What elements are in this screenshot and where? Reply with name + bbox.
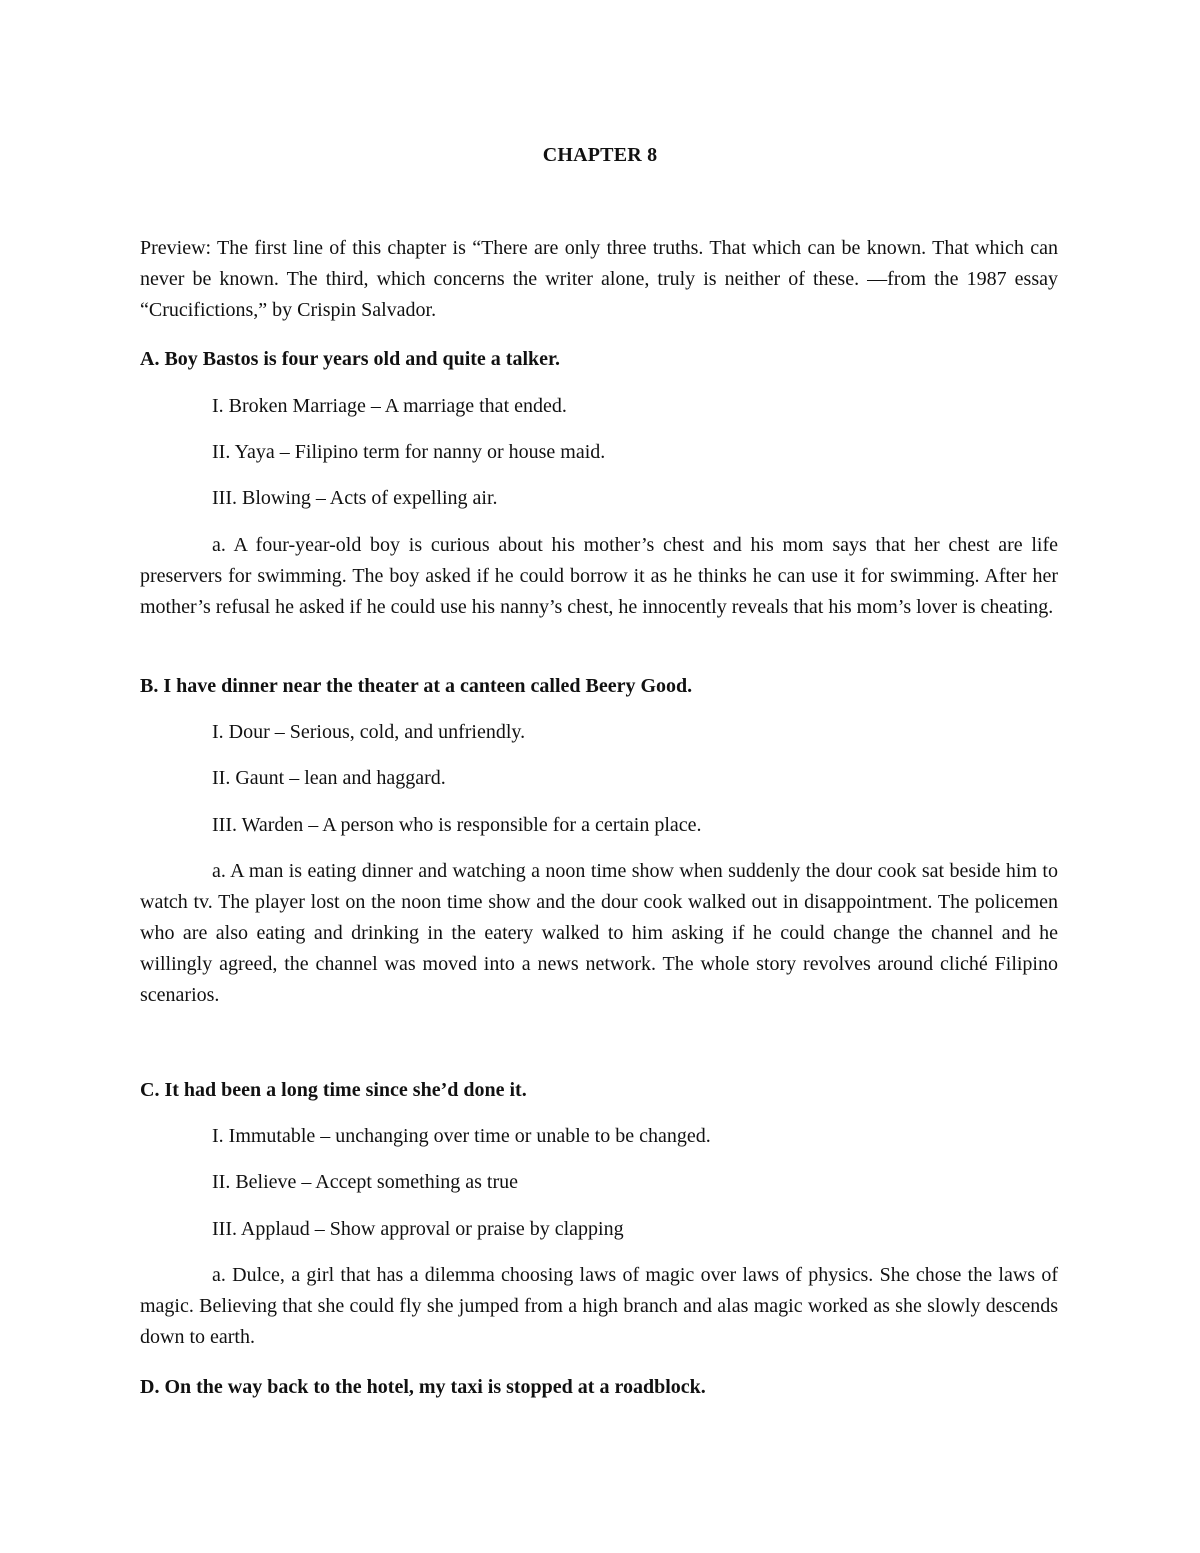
section-b-term-3: III. Warden – A person who is responsible for a certain place. — [212, 814, 702, 836]
section-c-heading: C. It had been a long time since she’d done it. — [140, 1079, 527, 1101]
section-b-term-1: I. Dour – Serious, cold, and unfriendly. — [212, 721, 526, 743]
section-a-term-3: III. Blowing – Acts of expelling air. — [212, 487, 498, 509]
section-c-summary: a. Dulce, a girl that has a dilemma choosing laws of magic over laws of physics. She chose the laws of magic. Believing that she could fly she jumped from a high branch and alas magic worked as she slowly descends down to earth. — [140, 1264, 1058, 1348]
section-b-summary: a. A man is eating dinner and watching a noon time show when suddenly the dour cook sat beside him to watch tv. The player lost on the noon time show and the dour cook walked out in disappointment. The policemen who are also eating and drinking in the eatery walked to him asking if he could change the channel and he willingly agreed, the channel was moved into a news network. The whole story revolves around cliché Filipino scenarios. — [140, 860, 1058, 1006]
section-c-term-2: II. Believe – Accept something as true — [212, 1171, 519, 1193]
chapter-title: CHAPTER 8 — [542, 144, 658, 166]
section-b-heading: B. I have dinner near the theater at a canteen called Beery Good. — [140, 675, 693, 697]
section-c-term-3: III. Applaud – Show approval or praise by clapping — [212, 1218, 624, 1240]
section-a-term-2: II. Yaya – Filipino term for nanny or house maid. — [212, 441, 606, 463]
section-a-term-1: I. Broken Marriage – A marriage that ended. — [212, 395, 567, 417]
section-a-summary: a. A four-year-old boy is curious about his mother’s chest and his mom says that her chest are life preservers for swimming. The boy asked if he could borrow it as he thinks he can use it for swimming. After her mother’s refusal he asked if he could use his nanny’s chest, he innocently reveals that his mom’s lover is cheating. — [140, 534, 1058, 618]
section-a-heading: A. Boy Bastos is four years old and quite a talker. — [140, 348, 561, 370]
section-d-heading: D. On the way back to the hotel, my taxi is stopped at a roadblock. — [140, 1376, 706, 1398]
section-c-term-1: I. Immutable – unchanging over time or unable to be changed. — [212, 1125, 711, 1147]
section-b-term-2: II. Gaunt – lean and haggard. — [212, 767, 446, 789]
preview-paragraph: Preview: The first line of this chapter is “There are only three truths. That which can be known. That which can never be known. The third, which concerns the writer alone, truly is neither of these. —from the 1987 essay “Crucifictions,” by Crispin Salvador. — [140, 237, 1058, 321]
